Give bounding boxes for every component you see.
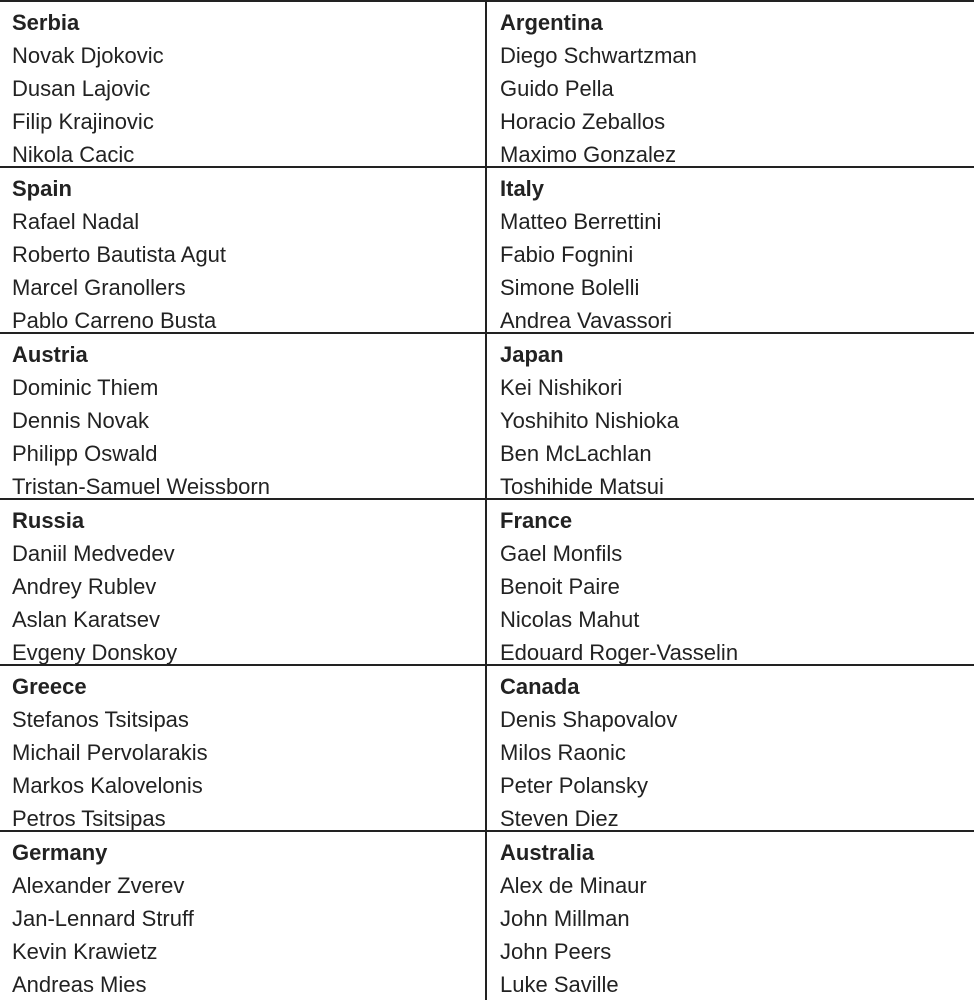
player-name: Kei Nishikori: [500, 375, 623, 400]
team-name: Russia: [12, 508, 85, 533]
player-name: Dominic Thiem: [12, 375, 159, 400]
team-name: Argentina: [500, 10, 603, 35]
player-name: Filip Krajinovic: [12, 109, 154, 134]
player-name: Yoshihito Nishioka: [500, 408, 679, 433]
player-name: Milos Raonic: [500, 740, 626, 765]
player-name: Rafael Nadal: [12, 209, 140, 234]
player-name: Novak Djokovic: [12, 43, 164, 68]
player-name: Andrey Rublev: [12, 574, 157, 599]
player-name: Nicolas Mahut: [500, 607, 640, 632]
team-cell: [0, 832, 487, 1000]
player-name: Matteo Berrettini: [500, 209, 662, 234]
player-name: Roberto Bautista Agut: [12, 242, 227, 267]
player-name: Philipp Oswald: [12, 441, 158, 466]
player-name: Markos Kalovelonis: [12, 773, 203, 798]
player-name: Alex de Minaur: [500, 873, 647, 898]
team-name: Spain: [12, 176, 72, 201]
team-name: Germany: [12, 840, 108, 865]
team-name: Austria: [12, 342, 88, 367]
player-name: Horacio Zeballos: [500, 109, 666, 134]
table-row: [0, 2, 974, 168]
team-cell: [0, 2, 487, 166]
table-row: [0, 168, 974, 334]
team-cell: [0, 334, 487, 498]
team-cell: [0, 500, 487, 664]
player-name: Michail Pervolarakis: [12, 740, 208, 765]
team-name: Canada: [500, 674, 580, 699]
player-name: Ben McLachlan: [500, 441, 652, 466]
team-cell: [487, 666, 974, 830]
team-name: France: [500, 508, 573, 533]
team-cell: [487, 500, 974, 664]
team-name: Serbia: [12, 10, 80, 35]
player-name: Simone Bolelli: [500, 275, 640, 300]
player-name: Edouard Roger-Vasselin: [500, 640, 739, 665]
player-name: Benoit Paire: [500, 574, 620, 599]
player-name: Marcel Granollers: [12, 275, 186, 300]
player-name: Toshihide Matsui: [500, 474, 664, 499]
team-cell: [487, 832, 974, 1000]
player-name: Alexander Zverev: [12, 873, 185, 898]
team-cell: [0, 168, 487, 332]
player-name: Aslan Karatsev: [12, 607, 160, 632]
player-name: Dennis Novak: [12, 408, 149, 433]
player-name: Nikola Cacic: [12, 142, 135, 167]
team-name: Greece: [12, 674, 87, 699]
player-name: Pablo Carreno Busta: [12, 308, 217, 333]
player-name: John Peers: [500, 939, 612, 964]
player-name: Fabio Fognini: [500, 242, 634, 267]
player-name: Kevin Krawietz: [12, 939, 158, 964]
player-name: Andreas Mies: [12, 972, 147, 997]
player-name: Guido Pella: [500, 76, 614, 101]
table-row: [0, 334, 974, 500]
player-name: Tristan-Samuel Weissborn: [12, 474, 270, 499]
table-row: [0, 832, 974, 1000]
team-name: Italy: [500, 176, 545, 201]
player-name: Stefanos Tsitsipas: [12, 707, 189, 732]
player-name: Gael Monfils: [500, 541, 623, 566]
team-cell: [487, 334, 974, 498]
team-name: Japan: [500, 342, 564, 367]
player-name: Evgeny Donskoy: [12, 640, 178, 665]
player-name: Maximo Gonzalez: [500, 142, 677, 167]
player-name: Jan-Lennard Struff: [12, 906, 194, 931]
player-name: Diego Schwartzman: [500, 43, 697, 68]
player-name: Andrea Vavassori: [500, 308, 673, 333]
player-name: Luke Saville: [500, 972, 619, 997]
team-cell: [0, 666, 487, 830]
player-name: Denis Shapovalov: [500, 707, 678, 732]
team-cell: [487, 2, 974, 166]
team-cell: [487, 168, 974, 332]
player-name: Steven Diez: [500, 806, 619, 831]
team-name: Australia: [500, 840, 595, 865]
table-row: [0, 500, 974, 666]
player-name: Peter Polansky: [500, 773, 648, 798]
player-name: Dusan Lajovic: [12, 76, 151, 101]
player-name: Daniil Medvedev: [12, 541, 175, 566]
player-name: Petros Tsitsipas: [12, 806, 166, 831]
player-name: John Millman: [500, 906, 630, 931]
table-row: [0, 666, 974, 832]
